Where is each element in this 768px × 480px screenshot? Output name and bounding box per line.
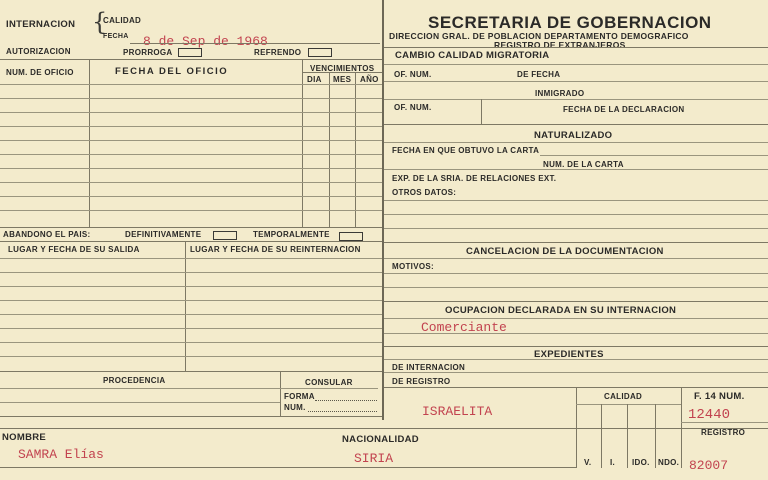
temporalmente-checkbox[interactable]	[339, 232, 363, 241]
calidad-col-line	[627, 404, 628, 468]
oficio-bottom	[0, 227, 382, 228]
ocupacion-header: OCUPACION DECLARADA EN SU INTERNACION	[445, 305, 677, 316]
calidad-label: CALIDAD	[103, 16, 142, 25]
oficio-row	[0, 168, 382, 169]
de-registro-label: DE REGISTRO	[392, 377, 451, 386]
refrendo-label: REFRENDO	[254, 48, 302, 57]
fecha-carta-label: FECHA EN QUE OBTUVO LA CARTA	[392, 146, 540, 155]
header-rule	[384, 47, 768, 48]
lugar-salida-header: LUGAR Y FECHA DE SU SALIDA	[8, 245, 140, 254]
oficio-row	[0, 210, 382, 211]
naturalizado-rule	[384, 142, 768, 143]
num-carta-rule	[384, 169, 768, 170]
calidad-col-line	[655, 404, 656, 468]
lugar-reinternacion-header: LUGAR Y FECHA DE SU REINTERNACION	[190, 245, 361, 254]
calidad-box-header: CALIDAD	[604, 392, 643, 401]
num-field[interactable]	[308, 411, 377, 412]
consular-header: CONSULAR	[305, 378, 353, 387]
nombre-label: NOMBRE	[2, 432, 47, 443]
salida-col-line	[185, 241, 186, 371]
f14-rule	[681, 422, 768, 423]
oficio-row	[0, 98, 382, 99]
fecha-value: 8 de Sep de 1968	[143, 34, 268, 49]
de-internacion-rule	[384, 372, 768, 373]
oficio-row	[0, 84, 382, 85]
consular-rule	[280, 388, 378, 389]
definitivamente-label: DEFINITIVAMENTE	[125, 230, 202, 239]
calidad-ndo: NDO.	[658, 458, 680, 467]
motivos-rule	[384, 273, 768, 274]
inmigrado-label: INMIGRADO	[535, 89, 585, 98]
registro-subtitle: REGISTRO DE EXTRANJEROS	[494, 40, 626, 50]
cancelacion-rule	[384, 258, 768, 259]
salida-row	[0, 342, 382, 343]
salida-bottom	[0, 371, 382, 372]
inmigrado-rule	[384, 99, 768, 100]
abandono-label: ABANDONO EL PAIS:	[3, 230, 91, 239]
mes-header: MES	[333, 75, 352, 84]
cambio-bottom	[384, 124, 768, 125]
salida-row	[0, 258, 382, 259]
exp-sria-label: EXP. DE LA SRIA. DE RELACIONES EXT.	[392, 174, 557, 183]
religion-value: ISRAELITA	[422, 404, 493, 419]
calidad-col-line	[601, 404, 602, 468]
salida-row	[0, 300, 382, 301]
dia-col-line	[329, 72, 330, 228]
num-carta-label: NUM. DE LA CARTA	[543, 160, 624, 169]
f14-num-value: 12440	[688, 407, 731, 423]
autorizacion-label: AUTORIZACION	[6, 47, 71, 56]
cambio-rule	[384, 64, 768, 65]
nacionalidad-value: SIRIA	[354, 451, 394, 466]
vencimientos-header: VENCIMIENTOS	[310, 64, 375, 73]
otros-rule	[384, 200, 768, 201]
oficio-row	[0, 126, 382, 127]
fecha-oficio-header: FECHA DEL OFICIO	[115, 66, 229, 77]
oficio-row	[0, 140, 382, 141]
forma-label: FORMA	[284, 392, 315, 401]
calidad-ido: IDO.	[632, 458, 650, 467]
bottom-baseline	[0, 467, 576, 468]
ocupacion-bottom	[384, 346, 768, 347]
otros-datos-label: OTROS DATOS:	[392, 188, 457, 197]
fecha-label: FECHA	[103, 33, 129, 40]
refrendo-checkbox[interactable]	[308, 48, 332, 57]
salida-row	[0, 286, 382, 287]
salida-row	[0, 328, 382, 329]
direccion-subtitle: DIRECCION GRAL. DE POBLACION DEPARTAMENTO DEMOGRAFICO	[389, 31, 689, 41]
secretaria-title: SECRETARIA DE GOBERNACION	[428, 13, 712, 32]
procedencia-bottom	[0, 416, 382, 417]
bottom-rule	[0, 428, 768, 429]
of-num-col-line	[481, 99, 482, 124]
expedientes-rule	[384, 359, 768, 360]
registro-label: REGISTRO	[701, 428, 746, 437]
num-label: NUM.	[284, 403, 306, 412]
nombre-value: SAMRA Elías	[18, 447, 104, 462]
prorroga-checkbox[interactable]	[178, 48, 202, 57]
registro-value: 82007	[689, 458, 729, 473]
carta-rule	[540, 155, 768, 156]
forma-field[interactable]	[315, 400, 377, 401]
nacionalidad-label: NACIONALIDAD	[342, 434, 419, 445]
venc-rule	[302, 72, 382, 73]
salida-row	[0, 272, 382, 273]
definitivamente-checkbox[interactable]	[213, 231, 237, 240]
ano-header: AÑO	[360, 75, 379, 84]
autorizacion-rule	[0, 59, 382, 60]
ocupacion-field-rule	[384, 333, 768, 334]
cancelacion-header: CANCELACION DE LA DOCUMENTACION	[466, 246, 664, 257]
calidad-rule	[576, 404, 681, 405]
oficio-row	[0, 112, 382, 113]
cancelacion-bottom	[384, 301, 768, 302]
calidad-v: V.	[584, 458, 592, 467]
temporalmente-label: TEMPORALMENTE	[253, 230, 330, 239]
of-num-label-2: OF. NUM.	[394, 103, 432, 112]
prorroga-label: PRORROGA	[123, 48, 173, 57]
fecha-line	[130, 43, 380, 44]
venc-col-line	[302, 60, 303, 228]
num-oficio-header: NUM. DE OFICIO	[6, 68, 74, 77]
center-divider	[382, 0, 384, 420]
dia-header: DIA	[307, 75, 322, 84]
f14-left-line	[681, 388, 682, 468]
de-internacion-label: DE INTERNACION	[392, 363, 466, 372]
abandono-rule	[0, 241, 382, 242]
procedencia-row	[0, 402, 280, 403]
motivos-label: MOTIVOS:	[392, 262, 434, 271]
of-num-label-1: OF. NUM.	[394, 70, 432, 79]
consular-col-line	[280, 371, 281, 416]
oficio-col-line	[89, 60, 90, 228]
salida-row	[0, 356, 382, 357]
naturalizado-header: NATURALIZADO	[534, 130, 613, 141]
cambio-header: CAMBIO CALIDAD MIGRATORIA	[395, 50, 550, 61]
oficio-row	[0, 182, 382, 183]
ocupacion-value: Comerciante	[421, 320, 507, 335]
motivos-rule	[384, 287, 768, 288]
expedientes-header: EXPEDIENTES	[534, 349, 604, 360]
otros-rule	[384, 228, 768, 229]
procedencia-row	[0, 388, 280, 389]
internacion-label: INTERNACION	[6, 19, 76, 30]
f14-num-label: F. 14 NUM.	[694, 391, 745, 402]
oficio-row	[0, 154, 382, 155]
brace-mark: {	[92, 8, 108, 36]
calidad-left-line	[576, 388, 577, 468]
otros-rule	[384, 214, 768, 215]
oficio-row	[0, 196, 382, 197]
procedencia-header: PROCEDENCIA	[103, 376, 166, 385]
de-fecha-label: DE FECHA	[517, 70, 561, 79]
naturalizado-bottom	[384, 242, 768, 243]
fecha-declaracion-label: FECHA DE LA DECLARACION	[563, 105, 685, 114]
of-num-rule-1	[384, 81, 768, 82]
salida-row	[0, 314, 382, 315]
mes-col-line	[355, 72, 356, 228]
calidad-i: I.	[610, 458, 616, 467]
ocupacion-rule	[384, 318, 768, 319]
